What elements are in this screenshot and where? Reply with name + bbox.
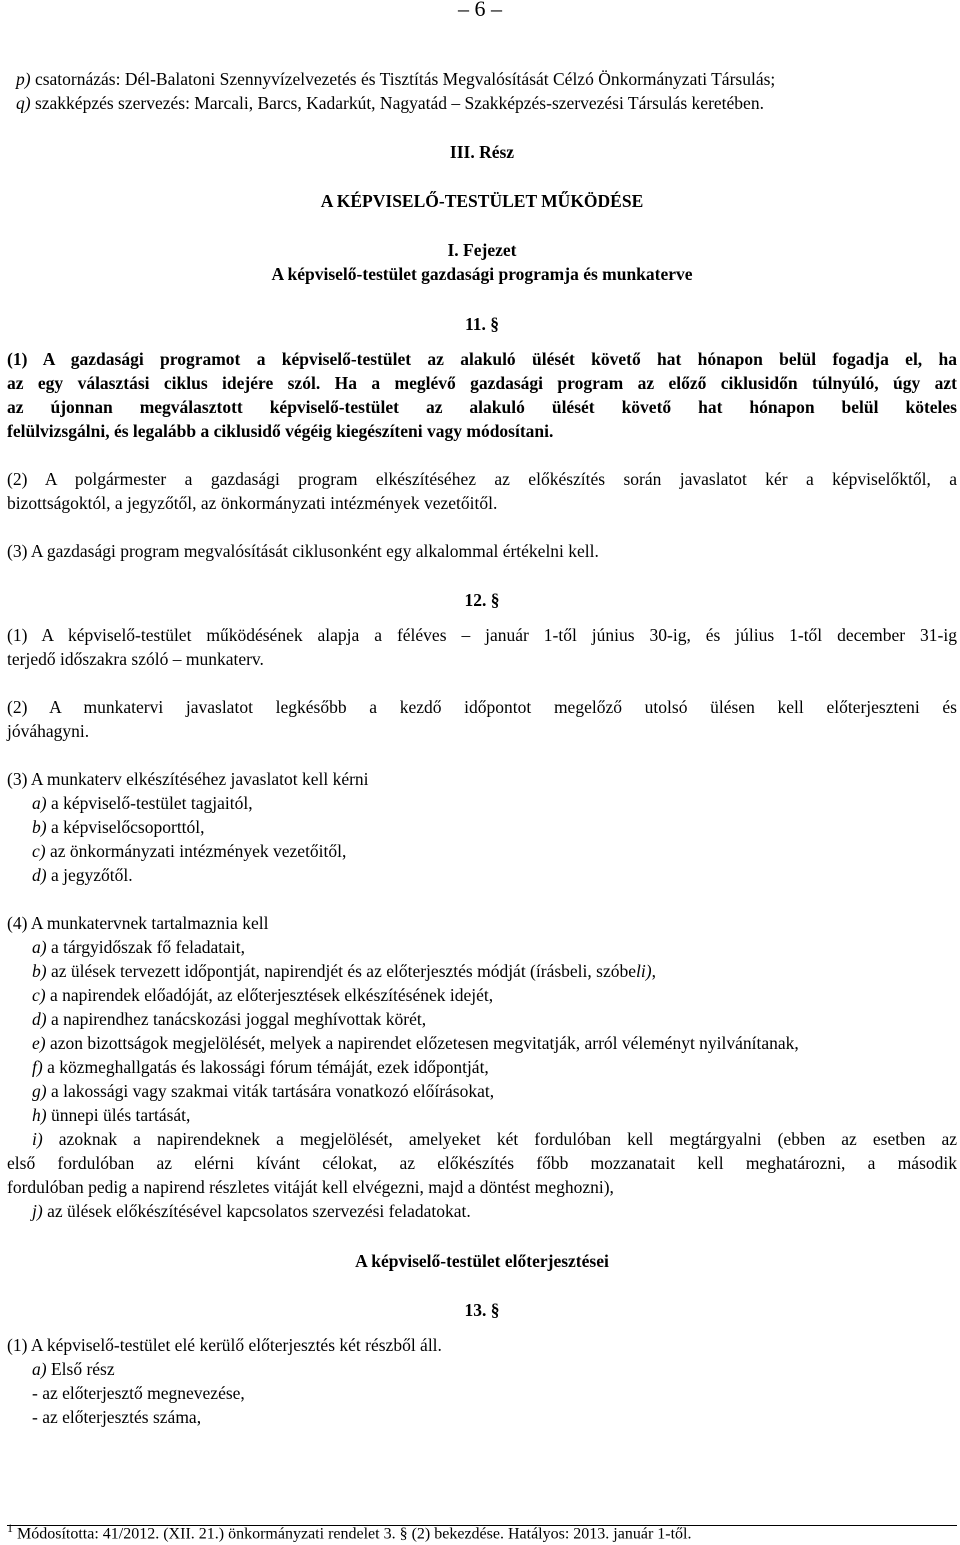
paragraph-13-1: (1) A képviselő-testület elé kerülő előterjesztés két részből áll. a) Első rész - az előterjesztő megnevezése, - az előterjesztés száma, (7, 1333, 957, 1429)
part-title: III. Rész (449, 142, 515, 162)
list-item: h) ünnepi ülés tartását, (32, 1105, 191, 1125)
list-item: - az előterjesztő megnevezése, (32, 1383, 245, 1403)
list-item: g) a lakossági vagy szakmai viták tartására vonatkozó előírásokat, (32, 1081, 495, 1101)
list-item: b) a képviselőcsoporttól, (32, 817, 205, 837)
paragraph-12-3: (3) A munkaterv elkészítéséhez javaslatot kell kérni a) a képviselő-testület tagjaitól, b) a képviselőcsoporttól, c) az önkormányzati intézmények vezetőitől, d) a jegyzőtől. (7, 767, 957, 887)
part-subtitle: A KÉPVISELŐ-TESTÜLET MŰKÖDÉSE (320, 191, 644, 211)
page-content (7, 67, 957, 1429)
list-item: i) azoknak a napirendeknek a megjelölését, amelyeket két fordulóban kell megtárgyalni (ebben az esetben az (32, 1129, 957, 1149)
paragraph-11-2: (2) A polgármester a gazdasági program elkészítéséhez az előkészítés során javaslatot kér a képviselőktől, a bizottságoktól, a jegyzőtől, az önkormányzati intézmények vezetőitől. (7, 469, 957, 513)
section-heading-12: 12. § (464, 590, 500, 610)
paragraph-11-1: (1) A gazdasági programot a képviselő-testület az alakuló ülését követő hat hónapon belül fogadja el, ha az egy választási ciklus idejére szól. Ha a meglévő gazdasági program az előző ciklusidőn túlnyúló, úgy azt az újonnan megválasztott képviselő-testület az alakuló ülését követő hat hónapon belül köteles felülvizsgálni, és legalább a ciklusidő végéig kiegészíteni vagy módosítani. (7, 349, 958, 441)
list-item: a) a tárgyidőszak fő feladatait, (32, 937, 245, 957)
list-item: c) az önkormányzati intézmények vezetőitől, (32, 841, 347, 861)
list-item: c) a napirendek előadóját, az előterjesztések elkészítésének idejét, (32, 985, 494, 1005)
paragraph-11-3: (3) A gazdasági program megvalósítását ciklusonként egy alkalommal értékelni kell. (7, 541, 599, 561)
list-item: b) az ülések tervezett időpontját, napirendjét és az előterjesztés módját (írásbeli, szóbeli), (32, 961, 656, 981)
list-item: q) szakképzés szervezés: Marcali, Barcs, Kadarkút, Nagyatád – Szakképzés-szervezési Társulás keretében. (16, 93, 764, 113)
footnote: $^1$ Módosította: 41/2012. (XII. 21.) önkormányzati rendelet 3. § (2) bekezdése. Hatályos: 2013. január 1-től. (7, 1521, 692, 1543)
section-heading-13: 13. § (464, 1300, 500, 1320)
page-number: – 6 – (458, 0, 502, 21)
list-item: j) az ülések előkészítésével kapcsolatos szervezési feladatokat. (32, 1201, 471, 1221)
chapter-title: I. Fejezet (447, 240, 517, 260)
list-item: e) azon bizottságok megjelölését, melyek a napirendet előzetesen megvitatják, arról véleményt nyilvánítanak, (32, 1033, 799, 1053)
section-heading-11: 11. § (464, 314, 500, 334)
list-item: p) csatornázás: Dél-Balatoni Szennyvízelvezetés és Tisztítás Megvalósítását Célzó Önkormányzati Társulás; (16, 69, 776, 89)
list-item: d) a napirendhez tanácskozási joggal meghívottak körét, (32, 1009, 427, 1029)
list-item: a) Első rész (32, 1359, 115, 1379)
list-item: d) a jegyzőtől. (32, 865, 133, 885)
paragraph-12-4: (4) A munkatervnek tartalmaznia kell a) a tárgyidőszak fő feladatait, b) az ülések tervezett időpontját, napirendjét és az előterjesztés módját (írásbeli, szóbeli), c) a napirendek előadóját, az előterjesztések elkészítésének idejét, d) a napirendhez tanácskozási joggal meghívottak körét, e) azon bizottságok megjelölését, melyek a napirendet előzetesen megvitatják, arról véleményt nyilvánítanak, f) a közmeghallgatás és lakossági fórum témáját, ezek időpontját, g) a lakossági vagy szakmai viták tartására vonatkozó előírásokat, h) ünnepi ülés tartását, i) azoknak a napirendeknek a megjelölését, amelyeket két fordulóban kell megtárgyalni (ebben az esetben az első fordulóban az elérni kívánt célokat, az előkészítés főbb mozzanatait kell meghatározni, a második fordulóban pedig a napirend részletes vitáját kell elvégezni, majd a döntést meghozni), j) az ülések előkészítésével kapcsolatos szervezési feladatokat. (7, 913, 957, 1221)
list-item: - az előterjesztés száma, (32, 1407, 202, 1427)
list-item: a) a képviselő-testület tagjaitól, (32, 793, 253, 813)
paragraph-12-1: (1) A képviselő-testület működésének alapja a féléves – január 1-től június 30-ig, és július 1-től december 31-ig terjedő időszakra szóló – munkaterv. (7, 625, 957, 669)
list-item: f) a közmeghallgatás és lakossági fórum témáját, ezek időpontját, (32, 1057, 489, 1077)
paragraph-12-2: (2) A munkatervi javaslatot legkésőbb a kezdő időpontot megelőző utolsó ülésen kell előterjeszteni és jóváhagyni. (7, 697, 957, 741)
chapter-subtitle: A képviselő-testület gazdasági programja és munkaterve (271, 264, 693, 284)
footnote-mark: 1 (7, 1521, 13, 1535)
section-title: A képviselő-testület előterjesztései (355, 1251, 609, 1271)
